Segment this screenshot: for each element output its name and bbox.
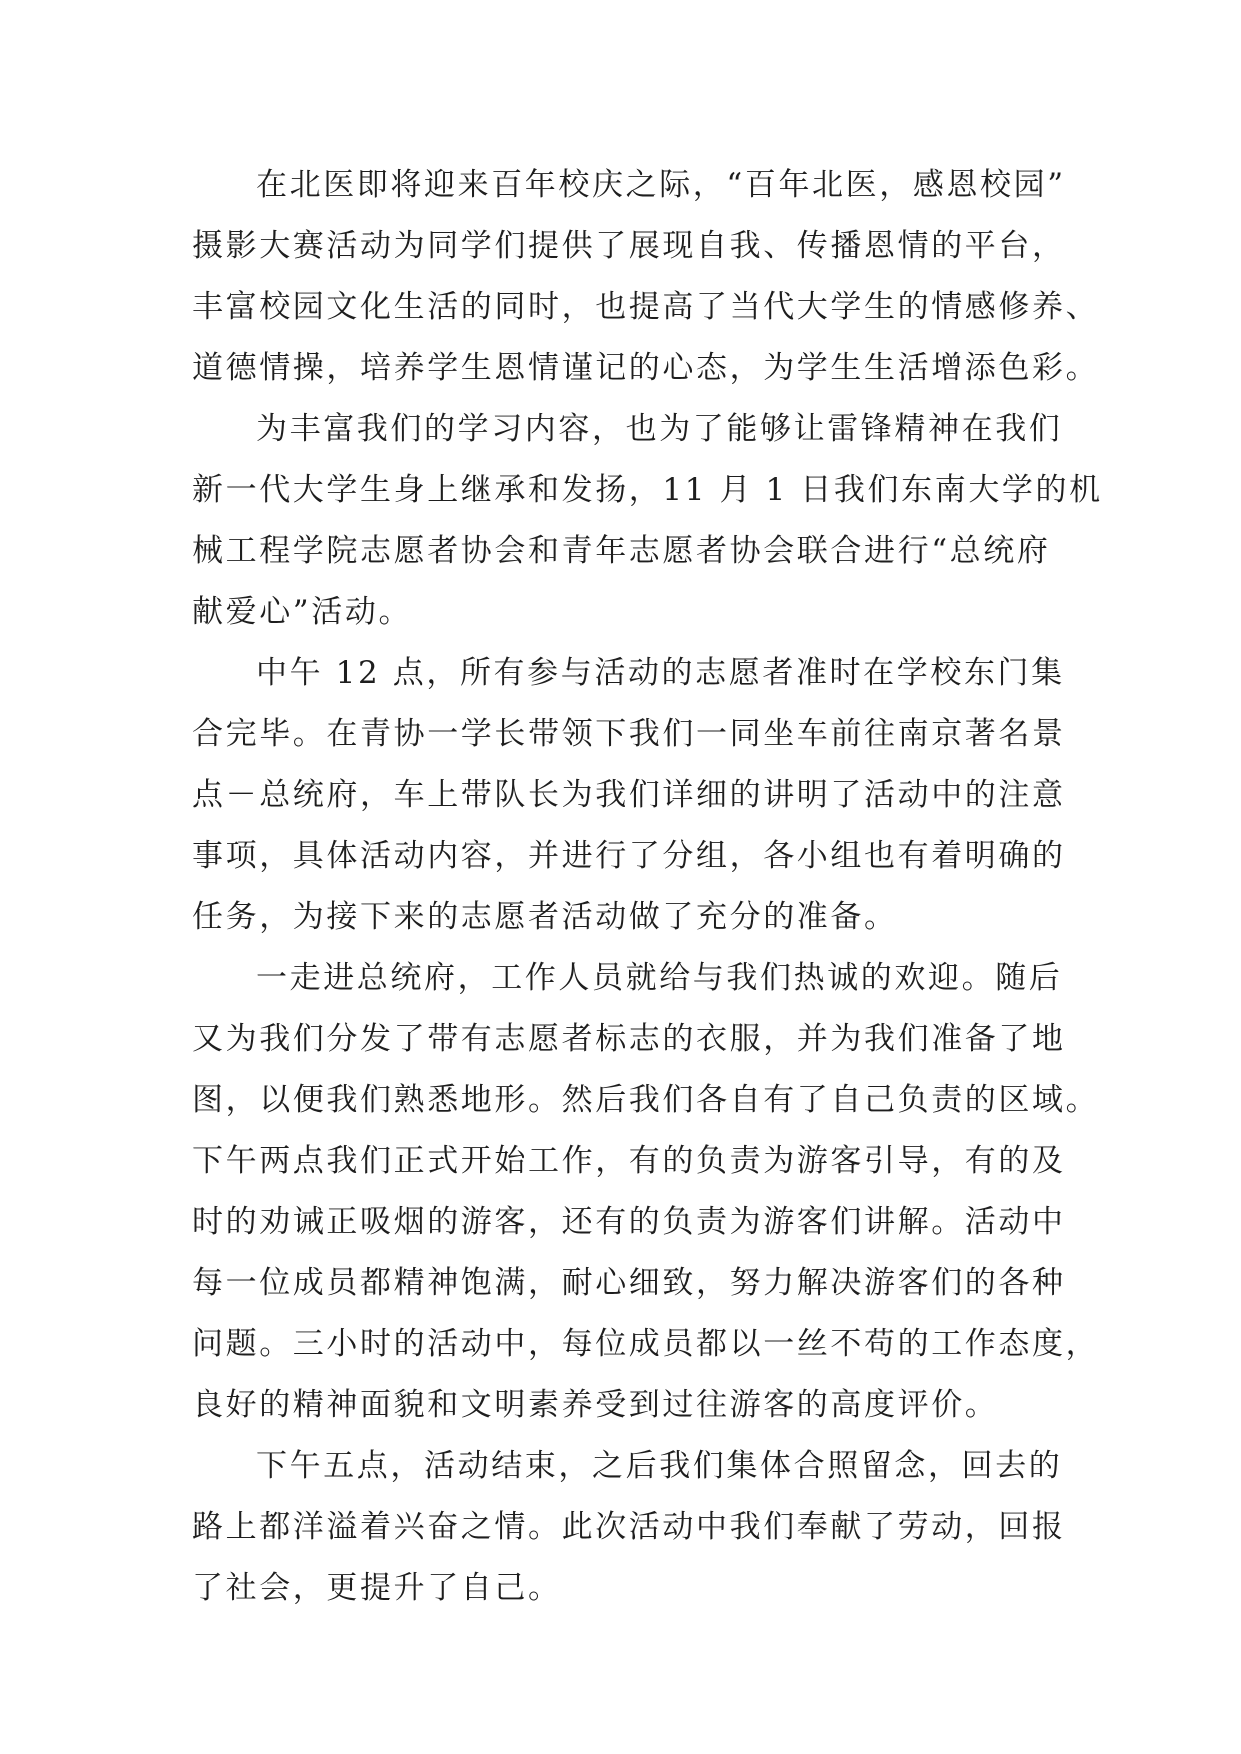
paragraph-line: 了社会，更提升了自己。 xyxy=(192,1570,562,1606)
paragraph-line: 合完毕。在青协一学长带领下我们一同坐车前往南京著名景 xyxy=(192,716,1066,752)
paragraph-line: 一走进总统府，工作人员就给与我们热诚的欢迎。随后 xyxy=(256,960,1063,996)
paragraph-line: 任务，为接下来的志愿者活动做了充分的准备。 xyxy=(192,899,898,935)
document-body xyxy=(192,155,1103,1619)
paragraph-line: 时的劝诫正吸烟的游客，还有的负责为游客们讲解。活动中 xyxy=(192,1204,1066,1240)
paragraph-line: 在北医即将迎来百年校庆之际，“百年北医，感恩校园” xyxy=(256,167,1066,203)
paragraph-line: 事项，具体活动内容，并进行了分组，各小组也有着明确的 xyxy=(192,838,1066,874)
paragraph xyxy=(192,399,1103,643)
paragraph xyxy=(192,643,1072,948)
paragraph-line: 械工程学院志愿者协会和青年志愿者协会联合进行“总统府 xyxy=(192,533,1051,569)
paragraph-line: 又为我们分发了带有志愿者标志的衣服，并为我们准备了地 xyxy=(192,1021,1066,1057)
paragraph-line: 图，以便我们熟悉地形。然后我们各自有了自己负责的区域。 xyxy=(192,1082,1100,1118)
paragraph-line: 路上都洋溢着兴奋之情。此次活动中我们奉献了劳动，回报 xyxy=(192,1509,1066,1545)
paragraph-line: 点－总统府，车上带队长为我们详细的讲明了活动中的注意 xyxy=(192,777,1066,813)
paragraph-line: 问题。三小时的活动中，每位成员都以一丝不苟的工作态度， xyxy=(192,1326,1100,1362)
paragraph-line: 中午 12 点，所有参与活动的志愿者准时在学校东门集 xyxy=(256,655,1065,691)
paragraph xyxy=(192,155,1100,399)
paragraph-line: 下午两点我们正式开始工作，有的负责为游客引导，有的及 xyxy=(192,1143,1066,1179)
paragraph-line: 新一代大学生身上继承和发扬，11 月 1 日我们东南大学的机 xyxy=(192,472,1103,508)
paragraph xyxy=(192,948,1100,1436)
paragraph-line: 每一位成员都精神饱满，耐心细致，努力解决游客们的各种 xyxy=(192,1265,1066,1301)
paragraph-line: 摄影大赛活动为同学们提供了展现自我、传播恩情的平台， xyxy=(192,228,1066,264)
paragraph-line: 献爱心”活动。 xyxy=(192,594,413,630)
paragraph-line: 为丰富我们的学习内容，也为了能够让雷锋精神在我们 xyxy=(256,411,1063,447)
paragraph-line: 下午五点，活动结束，之后我们集体合照留念，回去的 xyxy=(256,1448,1063,1484)
paragraph-line: 道德情操，培养学生恩情谨记的心态，为学生生活增添色彩。 xyxy=(192,350,1100,386)
paragraph-line: 丰富校园文化生活的同时，也提高了当代大学生的情感修养、 xyxy=(192,289,1100,325)
paragraph xyxy=(192,1436,1072,1619)
paragraph-line: 良好的精神面貌和文明素养受到过往游客的高度评价。 xyxy=(192,1387,999,1423)
